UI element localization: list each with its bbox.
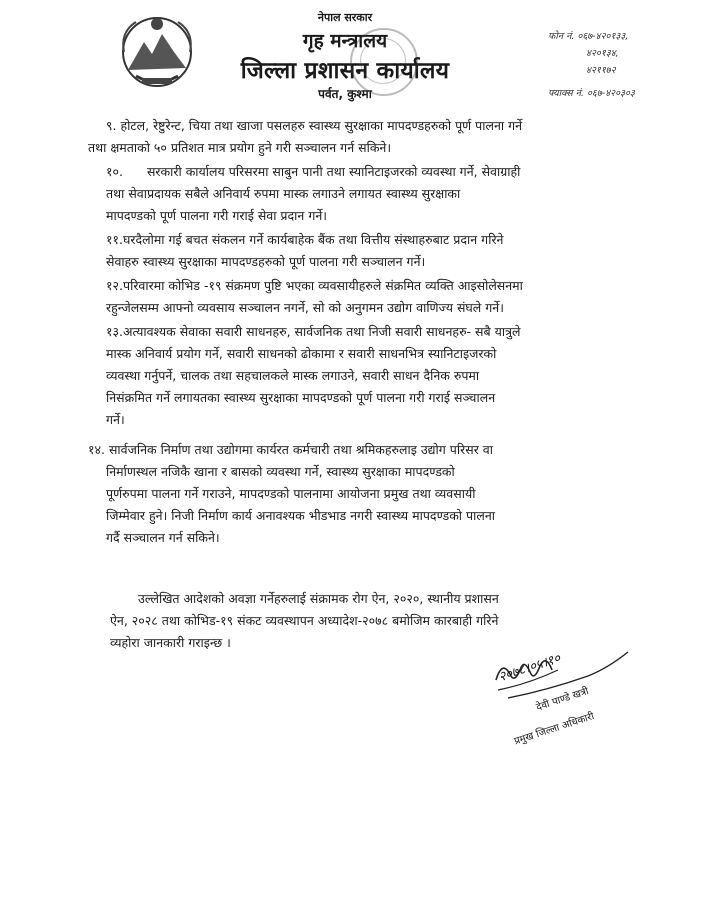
- list-item: [88, 439, 648, 549]
- closing-line: उल्लेखित आदेशको अवज्ञा गर्नेहरुलाई संक्रामक रोग ऐन, २०२०, स्थानीय प्रशासन: [138, 591, 499, 606]
- item-line: पूर्णरुपमा पालना गर्ने गराउने, मापदण्डको पालनामा आयोजना प्रमुख तथा व्यवसायी: [106, 486, 476, 501]
- item-line: सेवाहरु स्वास्थ्य सुरक्षाका मापदण्डहरुको पूर्ण पालना गरी सञ्चालन गर्ने।: [106, 254, 426, 269]
- ministry-name: गृह मन्त्रालय: [302, 30, 388, 52]
- order-list: [88, 115, 648, 551]
- phone-number-2: ४२०१३४,: [586, 48, 619, 59]
- office-location: पर्वत, कुश्मा: [318, 87, 372, 101]
- list-item: [88, 321, 648, 431]
- office-seal-inner: [360, 38, 406, 84]
- item-line: परिवारमा कोभिड -१९ संक्रमण पुष्टि भएका व्यवसायीहरुले संक्रमित व्यक्ति आइसोलेसनमा: [122, 278, 523, 293]
- fax-number: ०६७-४२०३०३: [586, 88, 635, 99]
- item-line: निसंक्रमित गर्ने लगायतका स्वास्थ्य सुरक्षाका मापदण्डको पूर्ण पालना गरी गराई सञ्चालन: [106, 390, 496, 405]
- office-name: जिल्ला प्रशासन कार्यालय: [240, 58, 450, 84]
- government-name: नेपाल सरकार: [317, 11, 373, 24]
- item-number: १३.: [106, 324, 123, 339]
- list-item: [88, 275, 648, 319]
- item-line: जिम्मेवार हुने। निजी निर्माण कार्य अनावश्यक भीडभाड नगरी स्वास्थ्य मापदण्डको पालना: [106, 508, 495, 523]
- contact-info: [548, 28, 698, 102]
- item-line: मास्क अनिवार्य प्रयोग गर्ने, सवारी साधनको ढोकामा र सवारी साधनभित्र स्यानिटाइजरको: [106, 346, 497, 361]
- phone-label: फोन नं.: [548, 31, 575, 42]
- item-line: अत्यावश्यक सेवाका सवारी साधनहरु, सार्वजनिक तथा निजी सवारी साधनहरु- सबै यात्रुले: [122, 324, 521, 339]
- office-seal-stamp: [350, 28, 418, 96]
- item-number: ९.: [106, 118, 117, 133]
- fax-label: फ्याक्स नं.: [548, 88, 584, 99]
- signatory-name: देवी पाण्डे खत्री: [534, 686, 591, 714]
- item-line: मापदण्डको पूर्ण पालना गरी गराई सेवा प्रदान गर्ने।: [106, 208, 328, 223]
- list-item: [88, 229, 648, 273]
- item-number: १०.: [106, 164, 123, 179]
- list-item: [88, 161, 648, 227]
- item-line: सरकारी कार्यालय परिसरमा साबुन पानी तथा स्यानिटाइजरको व्यवस्था गर्ने, सेवाग्राही: [146, 164, 521, 179]
- item-line: तथा सेवाप्रदायक सबैले अनिवार्य रुपमा मास्क लगाउने लगायत स्वास्थ्य सुरक्षाका: [106, 186, 461, 201]
- fax-line: [548, 85, 698, 102]
- signature-block: [496, 651, 630, 760]
- closing-line: ऐन, २०२८ तथा कोभिड-१९ संकट व्यवस्थापन अध्यादेश-२०७८ बमोजिम कारबाही गरिने: [110, 613, 499, 628]
- item-line: घरदैलोमा गई बचत संकलन गर्ने कार्यबाहेक बैंक तथा वित्तीय संस्थाहरुबाट प्रदान गरिने: [122, 232, 504, 247]
- item-line: गर्ने।: [106, 412, 125, 427]
- item-line: तथा क्षमताको ५० प्रतिशत मात्र प्रयोग हुने गरी सञ्चालन गर्न सकिने।: [88, 140, 392, 155]
- signatory-title: प्रमुख जिल्ला अधिकारी: [512, 711, 596, 748]
- item-line: व्यवस्था गर्नुपर्ने, चालक तथा सहचालकले मास्क लगाउने, सवारी साधन दैनिक रुपमा: [106, 368, 480, 383]
- item-number: ११.: [106, 232, 123, 247]
- signature-date: २०७८।०५।१०: [496, 651, 563, 686]
- item-line: सार्वजनिक निर्माण तथा उद्योगमा कार्यरत कर्मचारी तथा श्रमिकहरुलाइ उद्योग परिसर वा: [108, 442, 493, 457]
- item-line: गर्दै सञ्चालन गर्न सकिने।: [106, 530, 220, 545]
- item-line: रहुन्जेलसम्म आफ्नो व्यवसाय सञ्चालन नगर्ने, सो को अनुगमन उद्योग वाणिज्य संघले गर्ने।: [106, 300, 504, 315]
- list-item: [88, 115, 648, 159]
- item-line: निर्माणस्थल नजिकै खाना र बासको व्यवस्था गर्ने, स्वास्थ्य सुरक्षाका मापदण्डको: [106, 464, 455, 479]
- phone-number-1: ०६७-४२०१३३,: [577, 31, 629, 42]
- item-number: १२.: [106, 278, 123, 293]
- item-line: होटल, रेष्टुरेन्ट, चिया तथा खाजा पसलहरु स्वास्थ्य सुरक्षाका मापदण्डहरुको पूर्ण पालना गर्ने: [120, 118, 523, 133]
- phone-number-3: ४२११७२: [586, 65, 616, 76]
- item-number: १४.: [88, 442, 105, 457]
- closing-line: व्यहोरा जानकारी गराइन्छ ।: [110, 635, 231, 650]
